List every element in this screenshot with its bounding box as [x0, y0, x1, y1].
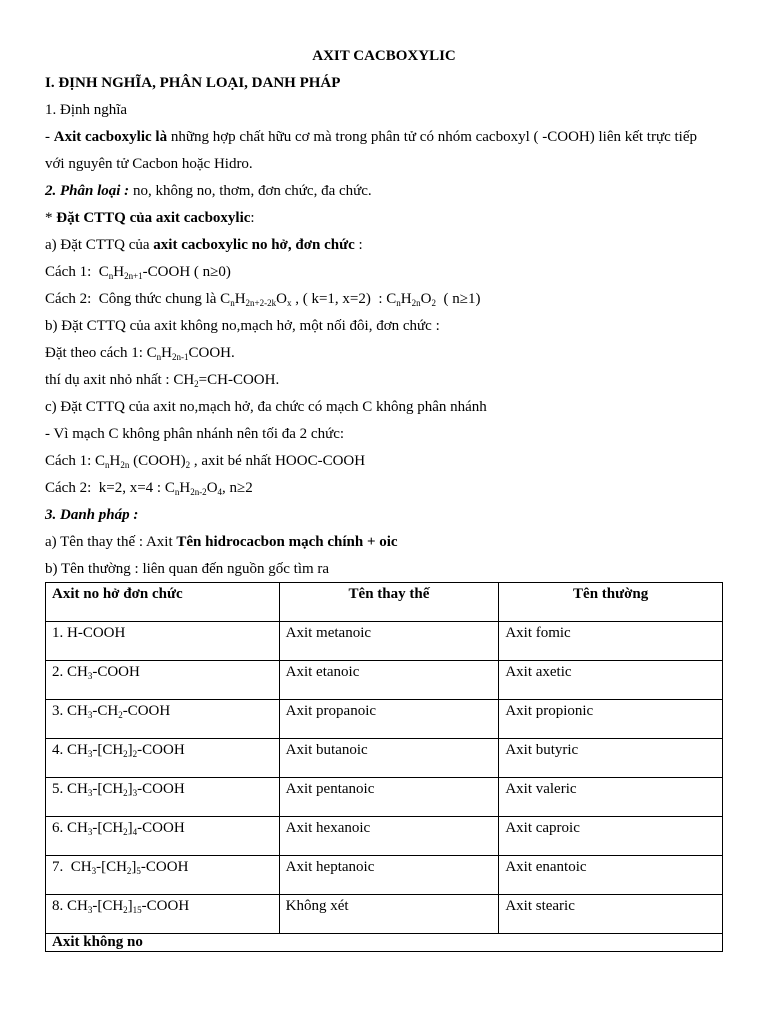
- section-heading: I. ĐỊNH NGHĨA, PHÂN LOẠI, DANH PHÁP: [45, 75, 341, 91]
- page-title: AXIT CACBOXYLIC: [312, 48, 456, 64]
- substitute-name-cell: Axit etanoic: [279, 661, 499, 700]
- cttq-c-cach2: Cách 2: k=2, x=4 : $C_nH_{2n-2}O_4$, n≥2: [45, 480, 253, 497]
- formula-cell: 2. $CH_3$-COOH: [46, 661, 280, 700]
- cttq-b-cach1: Đặt theo cách 1: $C_nH_{2n-1}COOH$.: [45, 345, 235, 362]
- naming-b-line: b) Tên thường : liên quan đến nguồn gốc tìm ra: [45, 561, 330, 577]
- definition-heading: 1. Định nghĩa: [45, 102, 128, 118]
- substitute-name-cell: Không xét: [279, 895, 499, 934]
- common-name-cell: Axit butyric: [499, 739, 723, 778]
- naming-heading-text: 3. Danh pháp :: [45, 507, 139, 523]
- classification-text: no, không no, thơm, đơn chức, đa chức.: [129, 183, 372, 199]
- classification-label: 2. Phân loại :: [45, 183, 130, 199]
- table-row: [46, 895, 723, 934]
- common-name-cell: Axit axetic: [499, 661, 723, 700]
- table-row: [46, 778, 723, 817]
- column-header-formula: Axit no hở đơn chức: [46, 583, 280, 622]
- column-header-substitute-name: Tên thay thế: [279, 583, 499, 622]
- table-row: [46, 661, 723, 700]
- cttq-a-prefix: a) Đặt CTTQ của: [45, 237, 154, 253]
- cttq-a-cach1: Cách 1: $C_nH_{2n+1}$-COOH ( n≥0): [45, 264, 231, 281]
- common-name-cell: Axit valeric: [499, 778, 723, 817]
- definition-term: Axit cacboxylic là: [53, 129, 168, 145]
- naming-heading: [45, 506, 138, 524]
- table-row: [46, 622, 723, 661]
- substitute-name-cell: Axit hexanoic: [279, 817, 499, 856]
- formula-cell: 7. $CH_3-[CH_2]_5$-COOH: [46, 856, 280, 895]
- formula-cell: 1. H-COOH: [46, 622, 280, 661]
- substitute-name-cell: Axit pentanoic: [279, 778, 499, 817]
- substitute-name-cell: Axit propanoic: [279, 700, 499, 739]
- column-header-common-name: Tên thường: [499, 583, 723, 622]
- bullet-star: *: [45, 210, 57, 226]
- cttq-heading: [45, 209, 255, 227]
- definition-line-2: với nguyên tử Cacbon hoặc Hidro.: [45, 156, 253, 172]
- formula-cell: 3. $CH_3-CH_2$-COOH: [46, 700, 280, 739]
- table-row: [46, 739, 723, 778]
- substitute-name-cell: Axit heptanoic: [279, 856, 499, 895]
- formula-cell: 5. $CH_3-[CH_2]_3$-COOH: [46, 778, 280, 817]
- cttq-c-note: - Vì mạch C không phân nhánh nên tối đa 2 chức:: [45, 426, 345, 442]
- table-row: [46, 817, 723, 856]
- formula-cell: 8. $CH_3-[CH_2]_{15}$-COOH: [46, 895, 280, 934]
- cttq-a-cach2: Cách 2: Công thức chung là $C_nH_{2n+2-2k}O_x$ , ( k=1, x=2) : $C_nH_{2n}O_2$ ( n≥1): [45, 291, 481, 308]
- naming-a-line: [45, 533, 398, 551]
- definition-line: [45, 128, 697, 146]
- colon: :: [250, 210, 255, 226]
- substitute-name-cell: Axit butanoic: [279, 739, 499, 778]
- cttq-a-suffix: :: [354, 237, 363, 253]
- definition-text: những hợp chất hữu cơ mà trong phân tử có nhóm cacboxyl ( -COOH) liên kết trực tiếp: [167, 129, 697, 145]
- common-name-cell: Axit enantoic: [499, 856, 723, 895]
- table-row: [46, 700, 723, 739]
- naming-a-rule: Tên hidrocacbon mạch chính + oic: [176, 534, 398, 550]
- common-name-cell: Axit fomic: [499, 622, 723, 661]
- cttq-heading-text: Đặt CTTQ của axit cacboxylic: [56, 210, 251, 226]
- cttq-c-cach1: Cách 1: $C_nH_{2n}$ $(COOH)_2$ , axit bé nhất HOOC-COOH: [45, 453, 366, 470]
- cttq-a-line: [45, 236, 363, 254]
- table-row: [46, 856, 723, 895]
- classification-line: [45, 182, 372, 200]
- formula-cell: 4. $CH_3-[CH_2]_2$-COOH: [46, 739, 280, 778]
- cttq-a-bold: axit cacboxylic no hở, đơn chức: [153, 237, 355, 253]
- table-footer-row: [46, 934, 723, 952]
- cttq-b-line: b) Đặt CTTQ của axit không no,mạch hở, một nối đôi, đơn chức :: [45, 318, 440, 334]
- definition-prefix: -: [45, 129, 54, 145]
- common-name-cell: Axit propionic: [499, 700, 723, 739]
- naming-table: [45, 582, 723, 952]
- cttq-b-example: thí dụ axit nhỏ nhất : $CH_2=CH$-COOH.: [45, 372, 280, 389]
- formula-cell: 6. $CH_3-[CH_2]_4$-COOH: [46, 817, 280, 856]
- common-name-cell: Axit stearic: [499, 895, 723, 934]
- substitute-name-cell: Axit metanoic: [279, 622, 499, 661]
- common-name-cell: Axit caproic: [499, 817, 723, 856]
- table-header-row: [46, 583, 723, 622]
- unsaturated-acid-heading: Axit không no: [46, 934, 723, 952]
- naming-a-prefix: a) Tên thay thế : Axit: [45, 534, 177, 550]
- cttq-c-line: c) Đặt CTTQ của axit no,mạch hở, đa chức có mạch C không phân nhánh: [45, 399, 487, 415]
